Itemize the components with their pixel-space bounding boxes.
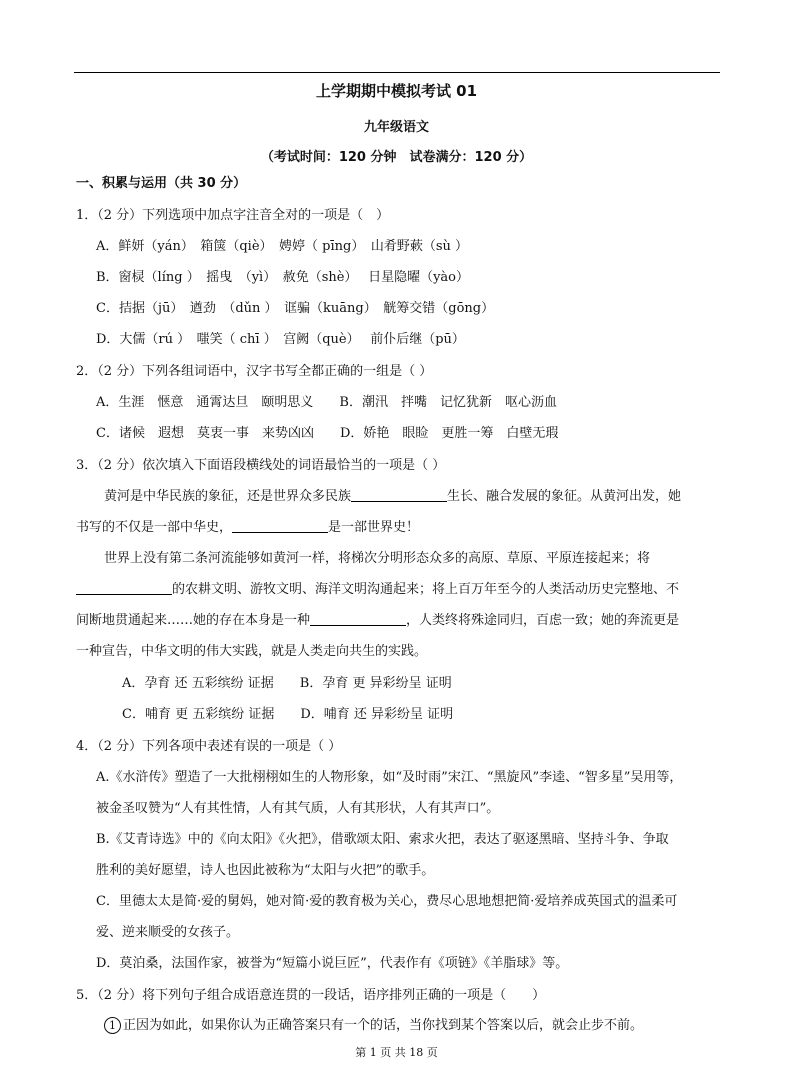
question-4-stem: 4．（2 分）下列各项中表述有误的一项是（ ）: [76, 739, 342, 754]
question-3-paragraph-line: [104, 485, 681, 504]
passage-text: 的农耕文明、游牧文明、海洋文明沟通起来；将上百万年至今的人类活动历史完整地、不: [172, 582, 680, 597]
question-1-option-d: D．大儒（rú ） 嗤笑（ chī ） 宫阙（què） 前仆后继（pū）: [96, 332, 465, 347]
question-3-paragraph-line: [76, 516, 419, 535]
passage-text: 书写的不仅是一部中华史，: [76, 520, 233, 535]
passage-text: 间断地贯通起来……她的存在本身是一种: [76, 613, 311, 628]
question-2-stem: 2．（2 分）下列各组词语中，汉字书写全都正确的一组是（ ）: [76, 364, 433, 379]
exam-info: （考试时间：120 分钟 试卷满分：120 分）: [260, 150, 533, 165]
question-1-option-a: A．鲜妍（yán） 箱箧（qiè） 娉婷（ pīng） 山肴野蔌（sù ）: [96, 239, 469, 254]
passage-text: 是一部世界史！: [328, 520, 420, 535]
question-5-sentence-1: [104, 1014, 643, 1034]
fill-blank: [310, 611, 406, 626]
section-heading: 一、积累与运用（共 30 分）: [76, 176, 247, 191]
passage-text: 黄河是中华民族的象征，还是世界众多民族: [104, 489, 352, 504]
fill-blank: [232, 518, 328, 533]
question-4-option-b: B.《艾青诗选》中的《向太阳》《火把》，借歌颂太阳、索求火把，表达了驱逐黑暗、坚持斗争、争取: [96, 832, 669, 847]
question-1-option-c: C．拮据（jū） 遒劲 （dǔn ） 诓骗（kuāng） 觥筹交错（gōng）: [96, 301, 495, 316]
fill-blank: [76, 580, 172, 595]
question-4-option-a-cont: 被金圣叹赞为“人有其性情，人有其气质，人有其形状，人有其声口”。: [96, 801, 500, 816]
question-4-option-c-cont: 爱、逆来顺受的女孩子。: [96, 925, 240, 940]
sentence-text: 正因为如此，如果你认为正确答案只有一个的话，当你找到某个答案以后，就会止步不前。: [123, 1018, 644, 1033]
question-3-paragraph-line: [76, 609, 679, 628]
question-2-options-ab: A．生涯 惬意 通霄达旦 颐明思义 B．潮汛 拌嘴 记忆犹新 呕心沥血: [96, 395, 557, 410]
question-4-option-a: A.《水浒传》塑造了一大批栩栩如生的人物形象，如“及时雨”宋江、“黑旋风”李逵、“智多星”吴用等，: [96, 770, 683, 785]
question-4-option-b-cont: 胜利的美好愿望，诗人也因此被称为“太阳与火把”的歌手。: [96, 863, 435, 878]
page-footer: 第 1 页 共 18 页: [355, 1046, 438, 1059]
fill-blank: [351, 487, 447, 502]
page-title: 上学期期中模拟考试 01: [315, 82, 478, 100]
question-3-paragraph-line: [76, 578, 679, 597]
passage-text: ，人类终将殊途同归，百虑一致；她的奔流更是: [406, 613, 680, 628]
question-2-options-cd: C．诸候 遐想 莫衷一事 来势凶凶 D．娇艳 眼睑 更胜一筹 白壁无瑕: [96, 426, 559, 441]
header-rule: [74, 72, 720, 73]
passage-text: 生长、融合发展的象征。从黄河出发，她: [447, 489, 682, 504]
question-4-option-c: C．里德太太是简·爱的舅妈，她对简·爱的教育极为关心，费尽心思地想把简·爱培养成英国式的温柔可: [96, 894, 678, 909]
question-1-option-b: B．窗棂（líng ） 摇曳 （yì） 赦免（shè） 日星隐曜（yào）: [96, 270, 469, 285]
circled-number: 1: [104, 1017, 121, 1034]
question-3-stem: 3．（2 分）依次填入下面语段横线处的词语最恰当的一项是（ ）: [76, 458, 446, 473]
question-5-stem: 5．（2 分）将下列句子组合成语意连贯的一段话，语序排列正确的一项是（ ）: [76, 988, 546, 1003]
question-4-option-d: D．莫泊桑，法国作家，被誉为“短篇小说巨匠”，代表作有《项链》《羊脂球》等。: [96, 956, 569, 971]
question-1-stem: 1．（2 分）下列选项中加点字注音全对的一项是（ ）: [76, 208, 390, 223]
question-3-paragraph-line: 一种宣告，中华文明的伟大实践，就是人类走向共生的实践。: [76, 644, 428, 659]
question-3-options-ab: A．孕育 还 五彩缤纷 证据 B．孕育 更 异彩纷呈 证明: [122, 676, 452, 691]
question-3-paragraph-line: 世界上没有第二条河流能够如黄河一样，将梯次分明形态众多的高原、草原、平原连接起来；将: [104, 551, 651, 566]
page-subtitle: 九年级语文: [363, 120, 429, 135]
question-3-options-cd: C．哺育 更 五彩缤纷 证据 D．哺育 还 异彩纷呈 证明: [122, 707, 454, 722]
